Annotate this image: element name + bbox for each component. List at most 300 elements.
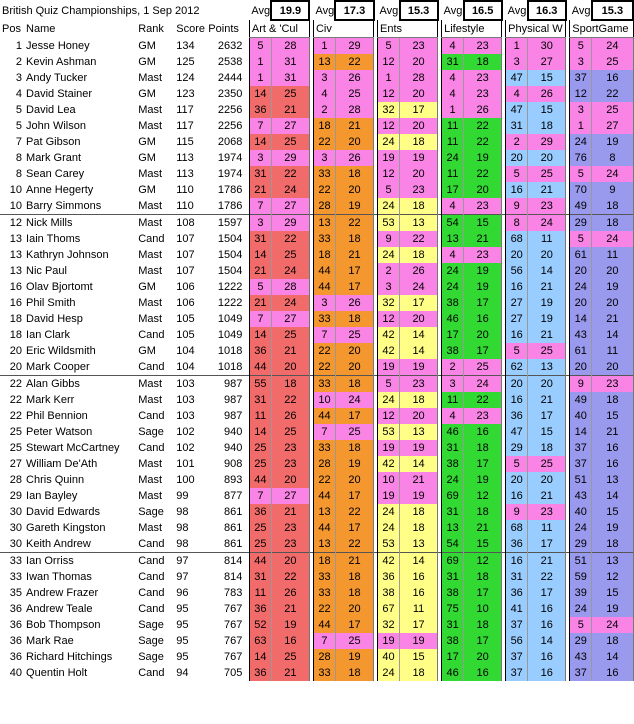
table-row: [0, 520, 633, 536]
cell-sport-rank: 24: [570, 279, 592, 295]
cell-sport-rank: 3: [570, 54, 592, 70]
cell-civ-score: 22: [335, 536, 373, 553]
cell-rank: GM: [138, 88, 156, 100]
cell-phys-rank: 4: [506, 86, 528, 102]
cell-art-score: 21: [271, 343, 309, 359]
cell-life-rank: 69: [442, 488, 464, 504]
cell-art-rank: 25: [249, 456, 271, 472]
cell-rank: Cand: [138, 587, 165, 599]
cell-points: 705: [224, 667, 243, 679]
cell-points: 987: [224, 410, 243, 422]
cell-art-rank: 14: [249, 247, 271, 263]
cell-score: 106: [176, 297, 195, 309]
cell-life-score: 17: [464, 585, 502, 601]
table-row: [0, 327, 633, 343]
cell-pos: 13: [9, 233, 23, 245]
cell-sport-score: 18: [592, 633, 633, 649]
table-row: [0, 279, 633, 295]
cell-score: 101: [176, 458, 195, 470]
cell-civ-rank: 28: [313, 649, 335, 665]
cell-sport-rank: 37: [570, 665, 592, 681]
cell-civ-score: 17: [335, 488, 373, 504]
table-row: [0, 633, 633, 649]
cell-life-score: 23: [464, 86, 502, 102]
header-row-title-avg: [0, 1, 633, 20]
cell-art-rank: 55: [249, 376, 271, 393]
cell-score: 104: [176, 361, 195, 373]
cell-life-score: 23: [464, 38, 502, 55]
cell-sport-rank: 12: [570, 86, 592, 102]
col-header-name: Name: [26, 22, 56, 35]
cell-civ-score: 28: [335, 102, 373, 118]
cell-life-rank: 1: [442, 102, 464, 118]
cell-phys-rank: 5: [506, 343, 528, 359]
cell-points: 1974: [217, 152, 243, 164]
cell-life-score: 16: [464, 311, 502, 327]
cell-life-rank: 31: [442, 569, 464, 585]
avg-label: Avg: [571, 4, 591, 17]
cell-pos: 28: [9, 474, 23, 486]
cell-civ-rank: 33: [313, 376, 335, 393]
cell-score: 117: [176, 104, 194, 116]
cell-phys-rank: 5: [506, 166, 528, 182]
cell-phys-score: 24: [528, 215, 566, 232]
cell-rank: Mast: [138, 474, 163, 486]
table-row: [0, 376, 633, 393]
cell-art-score: 25: [271, 649, 309, 665]
cell-rank: Cand: [138, 603, 165, 615]
cell-score: 103: [176, 394, 195, 406]
cell-points: 861: [224, 522, 243, 534]
cell-pos: 4: [15, 88, 23, 100]
cell-art-rank: 21: [249, 295, 271, 311]
cell-ents-score: 18: [400, 520, 438, 536]
table-row: [0, 166, 633, 182]
cell-civ-rank: 18: [313, 247, 335, 263]
cell-points: 2256: [217, 120, 243, 132]
cell-rank: Cand: [138, 442, 165, 454]
table-row: [0, 359, 633, 376]
cell-phys-rank: 37: [506, 665, 528, 681]
cell-civ-rank: 22: [313, 359, 335, 376]
table-row: [0, 343, 633, 359]
cell-ents-score: 14: [400, 456, 438, 472]
cell-sport-score: 19: [592, 520, 633, 536]
cell-civ-rank: 22: [313, 134, 335, 150]
cell-civ-rank: 33: [313, 166, 335, 182]
cell-phys-rank: 31: [506, 569, 528, 585]
table-row: [0, 182, 633, 198]
cell-life-rank: 38: [442, 456, 464, 472]
cell-life-rank: 69: [442, 553, 464, 570]
cell-rank: Sage: [138, 426, 164, 438]
cell-pos: 8: [15, 152, 23, 164]
cell-ents-score: 24: [400, 279, 438, 295]
cell-sport-score: 19: [592, 601, 633, 617]
cell-art-rank: 44: [249, 553, 271, 570]
cell-pos: 1: [15, 39, 23, 52]
cell-score: 110: [176, 200, 194, 212]
col-header-pos: Pos: [2, 22, 21, 35]
cell-phys-rank: 5: [506, 456, 528, 472]
cell-phys-score: 15: [528, 102, 566, 118]
cell-pos: 7: [15, 136, 23, 148]
cell-ents-rank: 42: [378, 456, 400, 472]
cell-sport-score: 24: [592, 166, 633, 182]
cell-points: 783: [224, 587, 243, 599]
cell-points: 1786: [217, 200, 243, 212]
cell-art-score: 24: [271, 295, 309, 311]
cell-rank: Cand: [136, 553, 174, 570]
cell-life-rank: 24: [442, 150, 464, 166]
cell-art-score: 22: [271, 569, 309, 585]
cell-sport-score: 16: [592, 440, 633, 456]
cell-name: Anne Hegerty: [26, 184, 94, 196]
cell-sport-score: 16: [592, 665, 633, 681]
cell-art-score: 28: [271, 279, 309, 295]
cell-art-score: 21: [271, 665, 309, 681]
cell-score: 104: [176, 345, 195, 357]
cell-civ-rank: 4: [313, 86, 335, 102]
cell-phys-rank: 47: [506, 102, 528, 118]
cell-civ-score: 20: [335, 182, 373, 198]
cell-points: 987: [206, 376, 244, 393]
cell-civ-rank: 44: [313, 279, 335, 295]
cell-civ-rank: 28: [313, 456, 335, 472]
table-row: [0, 231, 633, 247]
cell-art-rank: 5: [249, 38, 271, 55]
cell-phys-score: 30: [528, 38, 566, 55]
cell-name: Mark Cooper: [26, 361, 90, 373]
cell-civ-score: 22: [335, 215, 373, 232]
cell-phys-rank: 8: [506, 215, 528, 232]
cell-ents-rank: 24: [378, 665, 400, 681]
cell-score: 95: [176, 619, 189, 631]
cell-name: David Edwards: [26, 506, 101, 518]
cell-civ-rank: 44: [313, 263, 335, 279]
cell-phys-rank: 20: [506, 247, 528, 263]
cell-civ-rank: 1: [313, 38, 335, 55]
table-row: [0, 585, 633, 601]
cell-art-rank: 14: [249, 424, 271, 440]
cell-civ-rank: 13: [313, 215, 335, 232]
cell-art-score: 27: [271, 198, 309, 215]
cell-rank: Mast: [138, 72, 163, 84]
cell-sport-rank: 29: [570, 633, 592, 649]
cell-civ-score: 18: [335, 585, 373, 601]
cell-art-rank: 1: [249, 54, 271, 70]
cell-points: 877: [224, 490, 243, 502]
cell-sport-score: 14: [592, 649, 633, 665]
cell-sport-rank: 5: [570, 166, 592, 182]
cell-points: 1018: [217, 345, 243, 357]
cell-sport-score: 13: [592, 472, 633, 488]
cell-pos: 30: [9, 538, 23, 550]
cell-civ-score: 21: [335, 247, 373, 263]
cell-phys-rank: 29: [506, 440, 528, 456]
cell-ents-score: 20: [400, 311, 438, 327]
cell-art-rank: 21: [249, 263, 271, 279]
cell-phys-rank: 27: [506, 295, 528, 311]
cell-pos: 5: [15, 104, 23, 116]
cell-ents-score: 19: [400, 150, 438, 166]
cell-ents-score: 23: [400, 376, 438, 393]
cell-life-rank: 75: [442, 601, 464, 617]
table-row: [0, 553, 633, 570]
cell-score: 102: [176, 426, 195, 438]
cell-ents-rank: 32: [378, 295, 400, 311]
cell-name: Andrew Teale: [26, 603, 93, 615]
cell-art-rank: 63: [249, 633, 271, 649]
cell-sport-rank: 51: [570, 553, 592, 570]
cell-life-score: 25: [464, 359, 502, 376]
cell-sport-rank: 70: [570, 182, 592, 198]
cell-phys-score: 16: [528, 601, 566, 617]
cell-life-rank: 4: [442, 198, 464, 215]
cell-phys-score: 25: [528, 343, 566, 359]
cell-life-rank: 46: [442, 311, 464, 327]
cell-life-rank: 54: [442, 536, 464, 553]
cell-phys-score: 14: [528, 633, 566, 649]
cell-ents-rank: 36: [378, 569, 400, 585]
cell-life-score: 20: [464, 327, 502, 343]
cell-art-score: 21: [271, 601, 309, 617]
cell-rank: Sage: [138, 619, 164, 631]
cell-life-score: 16: [464, 665, 502, 681]
cell-phys-score: 22: [528, 569, 566, 585]
cell-phys-rank: 16: [506, 182, 528, 198]
cell-ents-score: 17: [400, 617, 438, 633]
cell-rank: Cand: [138, 667, 165, 679]
cell-art-score: 21: [271, 504, 309, 520]
cell-art-rank: 14: [249, 327, 271, 343]
cell-civ-rank: 33: [313, 569, 335, 585]
cell-phys-score: 21: [528, 279, 566, 295]
cell-sport-rank: 37: [570, 456, 592, 472]
cell-ents-score: 14: [400, 343, 438, 359]
cell-score: 99: [176, 490, 189, 502]
cell-ents-rank: 53: [378, 215, 400, 232]
cell-life-score: 21: [464, 520, 502, 536]
cell-name: Pat Gibson: [26, 136, 81, 148]
table-row: [0, 38, 633, 55]
cell-civ-score: 26: [335, 70, 373, 86]
cell-phys-rank: 68: [506, 520, 528, 536]
cell-pos: 35: [9, 587, 23, 599]
cell-points: 1049: [217, 329, 243, 341]
cell-pos: 2: [15, 56, 23, 68]
cell-ents-rank: 5: [378, 376, 400, 393]
cell-rank: Cand: [138, 233, 165, 245]
cell-ents-rank: 24: [378, 504, 400, 520]
cell-art-score: 20: [271, 472, 309, 488]
cell-phys-rank: 3: [506, 54, 528, 70]
avg-label: Avg: [443, 4, 463, 17]
cell-phys-score: 20: [528, 376, 566, 393]
cell-score: 117: [176, 120, 194, 132]
cell-art-score: 23: [271, 536, 309, 553]
table-row: [0, 263, 633, 279]
cell-name: Jesse Honey: [26, 39, 90, 52]
cell-art-rank: 36: [249, 102, 271, 118]
cell-phys-rank: 37: [506, 617, 528, 633]
cell-art-rank: 36: [249, 665, 271, 681]
cell-pos: 18: [9, 329, 23, 341]
cell-pos: 3: [15, 72, 23, 84]
cell-pos: 22: [9, 410, 23, 422]
cell-phys-rank: 16: [506, 279, 528, 295]
cell-civ-rank: 3: [313, 295, 335, 311]
cell-phys-rank: 20: [506, 376, 528, 393]
cell-sport-rank: 5: [570, 617, 592, 633]
cell-art-rank: 25: [249, 520, 271, 536]
cell-sport-score: 14: [592, 327, 633, 343]
cell-name: Eric Wildsmith: [26, 345, 96, 357]
cell-ents-rank: 5: [378, 182, 400, 198]
cell-phys-rank: 36: [506, 408, 528, 424]
cell-pos: 10: [9, 200, 23, 212]
cell-phys-rank: 41: [506, 601, 528, 617]
cell-score: 98: [176, 538, 189, 550]
cell-sport-score: 24: [592, 231, 633, 247]
cell-civ-rank: 44: [313, 617, 335, 633]
cell-name: Andrew Frazer: [26, 587, 99, 599]
cell-phys-score: 19: [528, 295, 566, 311]
cell-civ-rank: 22: [313, 472, 335, 488]
cell-pos: 10: [9, 184, 23, 196]
cell-art-rank: 7: [249, 198, 271, 215]
cell-sport-score: 18: [592, 392, 633, 408]
cell-civ-score: 17: [335, 408, 373, 424]
cell-civ-rank: 7: [313, 633, 335, 649]
avg-ents: 15.3: [400, 1, 438, 20]
cell-ents-rank: 10: [378, 472, 400, 488]
cell-points: 767: [224, 635, 243, 647]
cell-name: David Stainer: [26, 88, 93, 100]
cell-name: William De'Ath: [26, 458, 98, 470]
cell-art-rank: 3: [249, 150, 271, 166]
cell-ents-score: 16: [400, 585, 438, 601]
col-header-points: Points: [208, 22, 239, 35]
cell-points: 2068: [217, 136, 243, 148]
cell-art-score: 16: [271, 633, 309, 649]
cell-phys-score: 29: [528, 134, 566, 150]
cell-civ-rank: 44: [313, 520, 335, 536]
cell-pos: 16: [9, 297, 23, 309]
cell-civ-score: 20: [335, 472, 373, 488]
cell-civ-rank: 10: [313, 392, 335, 408]
cell-pos: 22: [9, 394, 23, 406]
cell-art-rank: 3: [249, 215, 271, 232]
cell-pos: 30: [9, 522, 23, 534]
cell-phys-score: 14: [528, 263, 566, 279]
cell-phys-score: 20: [528, 150, 566, 166]
cell-life-score: 22: [464, 118, 502, 134]
cell-civ-score: 25: [335, 86, 373, 102]
cell-sport-rank: 1: [570, 118, 592, 134]
cell-ents-rank: 1: [378, 70, 400, 86]
cell-ents-rank: 24: [378, 247, 400, 263]
avg-label: Avg: [251, 4, 271, 17]
cell-art-rank: 14: [249, 649, 271, 665]
cell-ents-rank: 24: [378, 520, 400, 536]
cell-score: 95: [176, 651, 189, 663]
cell-points: 1974: [217, 168, 243, 180]
cell-score: 100: [176, 474, 195, 486]
cell-points: 1222: [217, 297, 243, 309]
cell-pos: 33: [9, 571, 23, 583]
cell-score: 107: [176, 233, 195, 245]
cell-points: 767: [224, 619, 243, 631]
cell-art-score: 26: [271, 408, 309, 424]
cell-phys-rank: 36: [506, 536, 528, 553]
cell-civ-rank: 33: [313, 231, 335, 247]
cell-rank: Mast: [136, 215, 174, 232]
cell-ents-score: 23: [400, 182, 438, 198]
cell-art-rank: 14: [249, 86, 271, 102]
cell-score: 107: [176, 249, 195, 261]
cell-art-rank: 14: [249, 134, 271, 150]
cell-score: 113: [176, 168, 194, 180]
cell-art-score: 23: [271, 520, 309, 536]
table-row: [0, 504, 633, 520]
cell-art-score: 22: [271, 166, 309, 182]
cell-art-score: 20: [271, 553, 309, 570]
cell-phys-score: 21: [528, 182, 566, 198]
cell-sport-score: 21: [592, 311, 633, 327]
cell-pos: 40: [9, 667, 23, 679]
cell-ents-score: 16: [400, 569, 438, 585]
cell-life-rank: 4: [442, 86, 464, 102]
cell-phys-score: 16: [528, 665, 566, 681]
cell-life-score: 18: [464, 440, 502, 456]
cell-rank: GM: [138, 184, 156, 196]
col-header-life: Lifestyle: [442, 20, 502, 38]
cell-phys-rank: 20: [506, 472, 528, 488]
cell-ents-rank: 12: [378, 118, 400, 134]
cell-name: Ian Clark: [26, 329, 71, 341]
cell-civ-rank: 33: [313, 311, 335, 327]
cell-ents-rank: 53: [378, 424, 400, 440]
cell-sport-score: 20: [592, 295, 633, 311]
cell-points: 1786: [217, 184, 243, 196]
cell-phys-score: 17: [528, 585, 566, 601]
cell-phys-rank: 1: [506, 38, 528, 55]
cell-score: 123: [176, 88, 195, 100]
cell-ents-rank: 53: [378, 536, 400, 553]
cell-art-rank: 44: [249, 359, 271, 376]
cell-points: 1504: [217, 249, 243, 261]
cell-art-score: 25: [271, 327, 309, 343]
cell-points: 861: [224, 538, 243, 550]
cell-phys-rank: 47: [506, 70, 528, 86]
cell-points: 767: [224, 603, 243, 615]
cell-life-score: 20: [464, 182, 502, 198]
cell-ents-score: 19: [400, 633, 438, 649]
cell-ents-rank: 12: [378, 86, 400, 102]
cell-art-rank: 36: [249, 601, 271, 617]
cell-life-score: 17: [464, 633, 502, 649]
cell-phys-score: 27: [528, 54, 566, 70]
cell-points: 2444: [217, 72, 243, 84]
table-row: [0, 617, 633, 633]
cell-score: 105: [176, 329, 195, 341]
cell-points: 1504: [217, 233, 243, 245]
table-row: [0, 54, 633, 70]
table-row: [0, 198, 633, 215]
cell-ents-score: 19: [400, 440, 438, 456]
cell-civ-score: 17: [335, 263, 373, 279]
